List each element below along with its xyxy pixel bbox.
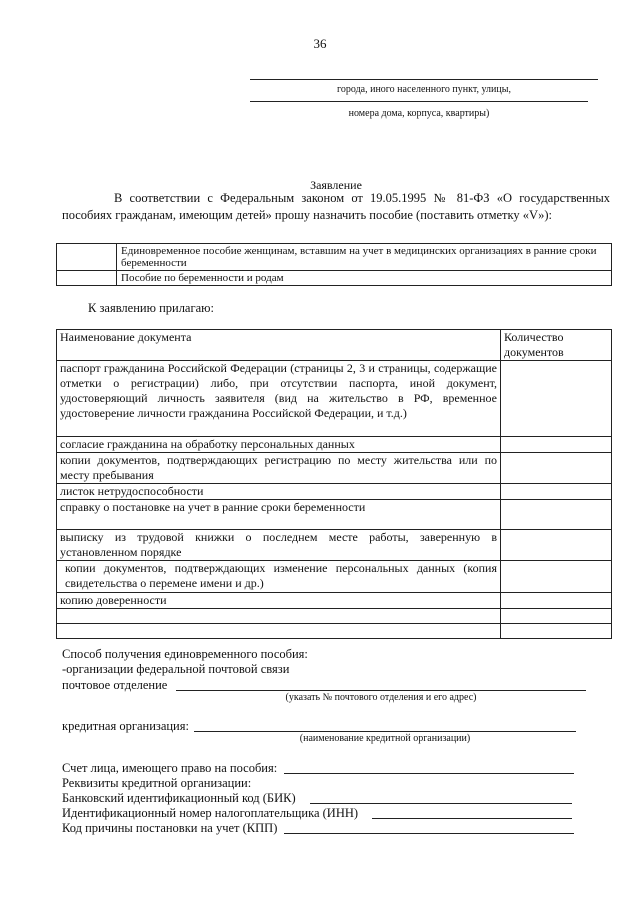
bank-label: кредитная организация:: [62, 719, 189, 733]
table-header-row: [57, 330, 612, 361]
table-row: [57, 593, 612, 609]
document-name-cell: [57, 609, 501, 624]
bank-caption: (наименование кредитной организации): [299, 733, 471, 744]
benefit-option-label: Пособие по беременности и родам: [117, 271, 612, 286]
table-row: [57, 530, 612, 561]
intro-paragraph: В соответствии с Федеральным законом от 19.05.1995 № 81-ФЗ «О государственных пособиях гражданам, имеющим детей» прошу назначить пособие (поставить отметку «V»):: [62, 191, 610, 222]
post-office-field[interactable]: [176, 690, 586, 691]
post-office-caption: (указать № почтового отделения и его адрес): [285, 692, 477, 703]
benefit-option-row: [57, 244, 612, 271]
bank-field[interactable]: [194, 731, 576, 732]
table-row: [57, 484, 612, 500]
document-name-cell: копии документов, подтверждающих изменение персональных данных (копия свидетельства о перемене имени и др.): [57, 561, 501, 593]
post-office-label: почтовое отделение: [62, 678, 168, 692]
benefit-option-label: Единовременное пособие женщинам, вставшим на учет в медицинских организациях в ранние сроки беременности: [117, 244, 612, 271]
document-count-cell[interactable]: [501, 624, 612, 639]
document-count-cell[interactable]: [501, 609, 612, 624]
document-count-cell[interactable]: [501, 530, 612, 561]
document-count-cell[interactable]: [501, 437, 612, 453]
table-row: [57, 361, 612, 437]
address-line-2[interactable]: [250, 101, 588, 102]
document-name-cell: согласие гражданина на обработку персональных данных: [57, 437, 501, 453]
document-count-cell[interactable]: [501, 500, 612, 530]
header-document-count: Количество документов: [501, 330, 612, 361]
document-title: Заявление: [310, 178, 362, 192]
kpp-field[interactable]: [284, 833, 574, 834]
bik-field[interactable]: [310, 803, 572, 804]
document-name-cell: [57, 624, 501, 639]
table-row: [57, 609, 612, 624]
payment-heading: Способ получения единовременного пособия:: [62, 647, 308, 661]
address-caption-2: номера дома, корпуса, квартиры): [348, 108, 490, 119]
benefit-option-row: [57, 271, 612, 286]
table-row: [57, 561, 612, 593]
document-count-cell[interactable]: [501, 453, 612, 484]
table-row: [57, 453, 612, 484]
inn-label: Идентификационный номер налогоплательщика (ИНН): [62, 806, 359, 820]
account-field[interactable]: [284, 773, 574, 774]
address-line-1[interactable]: [250, 79, 598, 80]
document-count-cell[interactable]: [501, 561, 612, 593]
bank-details-label: Реквизиты кредитной организации:: [62, 776, 252, 790]
documents-table: [56, 329, 612, 639]
benefit-checkbox-cell[interactable]: [57, 244, 117, 271]
document-count-cell[interactable]: [501, 361, 612, 437]
table-row: [57, 624, 612, 639]
document-count-cell[interactable]: [501, 593, 612, 609]
document-name-cell: справку о постановке на учет в ранние сроки беременности: [57, 500, 501, 530]
attach-label: К заявлению прилагаю:: [88, 301, 214, 315]
document-name-cell: выписку из трудовой книжки о последнем месте работы, заверенную в установленном порядке: [57, 530, 501, 561]
page-number: 36: [313, 36, 327, 51]
address-caption-1: города, иного населенного пункт, улицы,: [337, 84, 511, 95]
benefit-checkbox-cell[interactable]: [57, 271, 117, 286]
document-name-cell: копию доверенности: [57, 593, 501, 609]
table-row: [57, 437, 612, 453]
document-name-cell: паспорт гражданина Российской Федерации (страницы 2, 3 и страницы, содержащие отметки о регистрации) либо, при отсутствии паспорта, иной документ, удостоверяющий личность заявителя (вид на жительство в РФ, временное удостоверение личности гражданина Российской Федерации, и т.д.): [57, 361, 501, 437]
document-name-cell: листок нетрудоспособности: [57, 484, 501, 500]
kpp-label: Код причины постановки на учет (КПП): [62, 821, 278, 835]
benefit-options-table: [56, 243, 612, 286]
header-document-name: Наименование документа: [57, 330, 501, 361]
inn-field[interactable]: [372, 818, 572, 819]
post-option: -организации федеральной почтовой связи: [62, 662, 290, 676]
bik-label: Банковский идентификационный код (БИК): [62, 791, 296, 805]
document-count-cell[interactable]: [501, 484, 612, 500]
document-name-cell: копии документов, подтверждающих регистрацию по месту жительства или по месту пребывания: [57, 453, 501, 484]
table-row: [57, 500, 612, 530]
account-label: Счет лица, имеющего право на пособия:: [62, 761, 278, 775]
